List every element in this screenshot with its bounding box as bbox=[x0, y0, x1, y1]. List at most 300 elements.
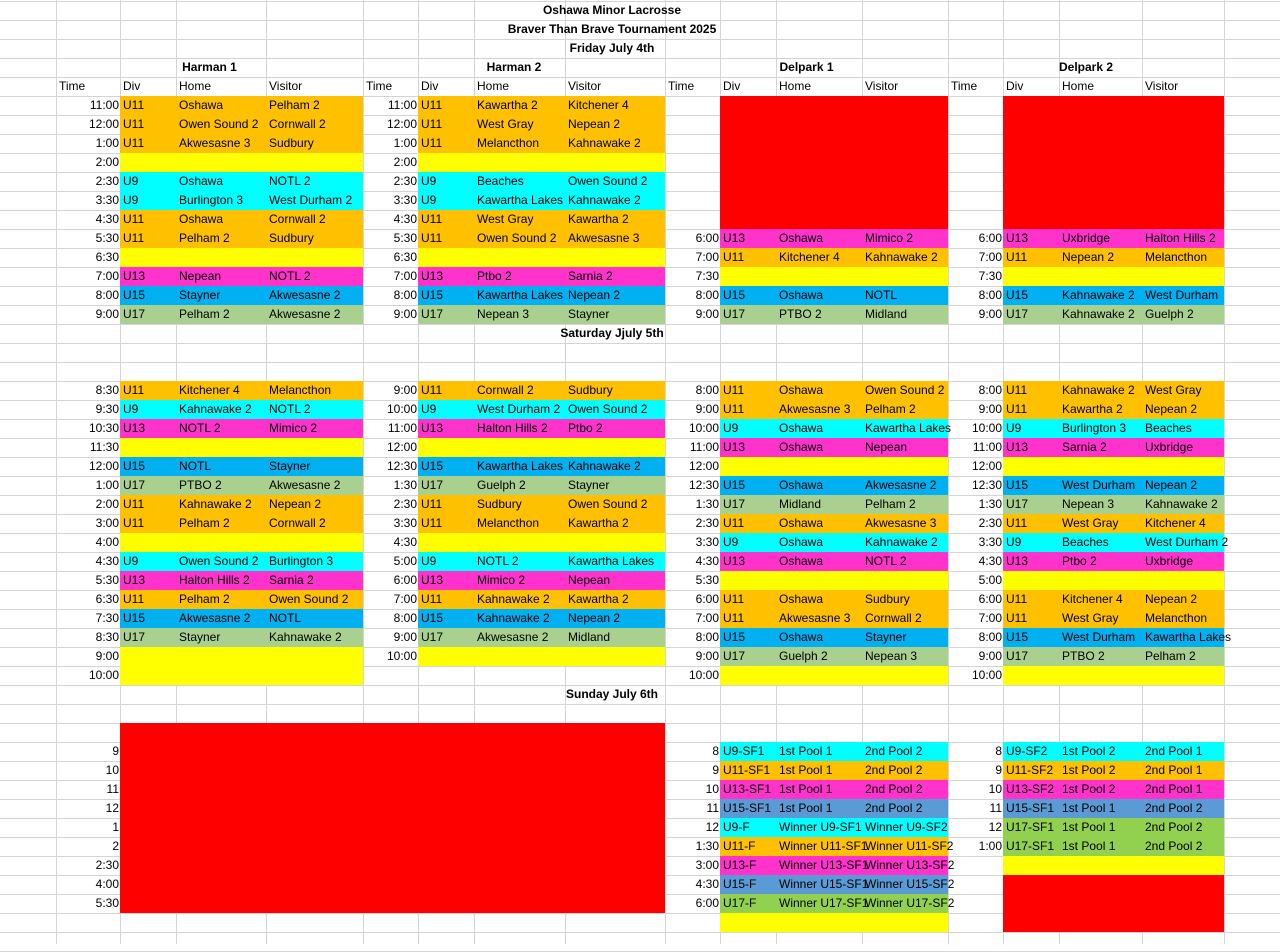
game-division[interactable]: U15 bbox=[1006, 288, 1029, 302]
game-visitor-team[interactable]: Mimico 2 bbox=[865, 231, 914, 245]
game-division[interactable] bbox=[120, 153, 176, 172]
game-home-team[interactable]: NOTL bbox=[179, 459, 212, 473]
game-division[interactable]: U17 bbox=[1006, 497, 1029, 511]
game-time[interactable]: 5:00 bbox=[393, 554, 417, 568]
game-visitor-team[interactable]: Kawartha Lakes bbox=[1145, 630, 1232, 644]
game-division[interactable]: U9 bbox=[723, 421, 739, 435]
game-time[interactable]: 6:00 bbox=[695, 592, 719, 606]
game-visitor-team[interactable]: Kawartha 2 bbox=[568, 212, 629, 226]
game-time[interactable]: 8:00 bbox=[393, 611, 417, 625]
game-home-team[interactable]: Kawartha Lakes bbox=[477, 288, 564, 302]
game-home-team[interactable]: Akwesasne 3 bbox=[779, 402, 851, 416]
game-time[interactable]: 12 bbox=[705, 820, 719, 834]
game-division[interactable]: U11-F bbox=[723, 839, 756, 853]
game-visitor-team[interactable]: Stayner bbox=[865, 630, 907, 644]
game-home-team[interactable]: Ptbo 2 bbox=[477, 269, 512, 283]
game-visitor-team[interactable]: Nepean 2 bbox=[568, 288, 621, 302]
game-division[interactable]: U17 bbox=[723, 307, 746, 321]
game-time[interactable]: 12 bbox=[988, 820, 1002, 834]
game-visitor-team[interactable]: NOTL bbox=[269, 611, 302, 625]
game-division[interactable]: U15 bbox=[123, 459, 146, 473]
game-home-team[interactable]: Oshawa bbox=[779, 554, 824, 568]
game-visitor-team[interactable]: Owen Sound 2 bbox=[568, 497, 648, 511]
game-division[interactable]: U11 bbox=[723, 611, 745, 625]
game-visitor-team[interactable]: Sudbury bbox=[269, 136, 314, 150]
game-home-team[interactable] bbox=[1059, 267, 1142, 286]
game-visitor-team[interactable]: Akwesasne 2 bbox=[269, 478, 341, 492]
game-home-team[interactable]: West Durham bbox=[1062, 478, 1136, 492]
game-time[interactable]: 12:00 bbox=[386, 117, 417, 131]
game-home-team[interactable]: 1st Pool 1 bbox=[779, 744, 833, 758]
game-visitor-team[interactable]: Owen Sound 2 bbox=[865, 383, 945, 397]
game-division[interactable] bbox=[720, 457, 776, 476]
game-home-team[interactable] bbox=[1059, 571, 1142, 590]
game-time[interactable]: 6:30 bbox=[95, 592, 119, 606]
game-division[interactable]: U17 bbox=[421, 307, 444, 321]
game-division[interactable]: U15 bbox=[723, 630, 746, 644]
game-visitor-team[interactable] bbox=[266, 248, 363, 267]
game-division[interactable]: U9-F bbox=[723, 820, 750, 834]
game-time[interactable]: 4:00 bbox=[95, 535, 119, 549]
game-division[interactable]: U11 bbox=[421, 136, 443, 150]
game-visitor-team[interactable]: Pelham 2 bbox=[865, 497, 916, 511]
game-division[interactable]: U13-F bbox=[723, 858, 757, 872]
game-time[interactable]: 9:00 bbox=[978, 307, 1002, 321]
game-time[interactable]: 2:00 bbox=[95, 497, 119, 511]
game-time[interactable]: 3:30 bbox=[393, 516, 417, 530]
game-home-team[interactable]: Oshawa bbox=[779, 383, 824, 397]
game-division[interactable]: U15-SF1 bbox=[723, 801, 772, 815]
game-division[interactable]: U9 bbox=[123, 402, 139, 416]
game-division[interactable]: U11 bbox=[1006, 402, 1028, 416]
game-time[interactable]: 5:30 bbox=[95, 573, 119, 587]
game-division[interactable]: U13 bbox=[1006, 231, 1029, 245]
game-home-team[interactable]: Akwesasne 3 bbox=[779, 611, 851, 625]
game-time[interactable]: 1:00 bbox=[978, 839, 1002, 853]
game-home-team[interactable]: Owen Sound 2 bbox=[179, 117, 259, 131]
game-home-team[interactable] bbox=[1059, 666, 1142, 685]
game-time[interactable]: 3:30 bbox=[978, 535, 1002, 549]
game-home-team[interactable]: Oshawa bbox=[179, 174, 224, 188]
game-time[interactable]: 2:30 bbox=[695, 516, 719, 530]
game-home-team[interactable]: West Gray bbox=[1062, 516, 1119, 530]
game-home-team[interactable] bbox=[176, 647, 266, 666]
game-division[interactable]: U9 bbox=[421, 174, 437, 188]
game-time[interactable]: 4:30 bbox=[95, 212, 119, 226]
game-time[interactable]: 9:00 bbox=[695, 649, 719, 663]
game-time[interactable]: 11:00 bbox=[89, 98, 119, 112]
game-home-team[interactable]: 1st Pool 1 bbox=[779, 782, 833, 796]
game-time[interactable]: 8:30 bbox=[95, 630, 119, 644]
game-visitor-team[interactable]: 2nd Pool 2 bbox=[865, 744, 923, 758]
game-division[interactable]: U15 bbox=[421, 611, 444, 625]
game-visitor-team[interactable]: Mimico 2 bbox=[269, 421, 318, 435]
harman-sunday-time[interactable]: 10 bbox=[105, 763, 119, 777]
game-home-team[interactable]: West Gray bbox=[1062, 611, 1119, 625]
game-home-team[interactable]: Pelham 2 bbox=[179, 307, 230, 321]
game-time[interactable]: 8:00 bbox=[978, 383, 1002, 397]
game-time[interactable]: 11:30 bbox=[89, 440, 119, 454]
game-home-team[interactable]: Melancthon bbox=[477, 516, 540, 530]
game-time[interactable]: 9 bbox=[712, 763, 719, 777]
game-visitor-team[interactable]: Cornwall 2 bbox=[865, 611, 922, 625]
game-division[interactable]: U13 bbox=[421, 573, 444, 587]
game-visitor-team[interactable]: Kitchener 4 bbox=[568, 98, 629, 112]
game-division[interactable]: U15 bbox=[123, 611, 146, 625]
game-visitor-team[interactable] bbox=[266, 666, 363, 685]
game-visitor-team[interactable]: Akwesasne 3 bbox=[568, 231, 640, 245]
game-time[interactable]: 8:00 bbox=[978, 630, 1002, 644]
game-visitor-team[interactable]: Nepean 2 bbox=[269, 497, 322, 511]
game-division[interactable]: U11 bbox=[421, 592, 443, 606]
game-visitor-team[interactable] bbox=[862, 913, 948, 932]
game-time[interactable]: 9 bbox=[995, 763, 1002, 777]
game-home-team[interactable]: Winner U17-SF1 bbox=[779, 896, 869, 910]
game-home-team[interactable]: Kawartha Lakes bbox=[477, 193, 564, 207]
game-home-team[interactable] bbox=[176, 438, 266, 457]
game-home-team[interactable]: Akwesasne 2 bbox=[179, 611, 251, 625]
game-home-team[interactable] bbox=[176, 248, 266, 267]
game-home-team[interactable]: NOTL 2 bbox=[179, 421, 221, 435]
game-time[interactable]: 11:00 bbox=[972, 440, 1002, 454]
game-time[interactable]: 11:00 bbox=[387, 421, 417, 435]
game-time[interactable]: 7:00 bbox=[393, 592, 417, 606]
game-time[interactable]: 4:30 bbox=[95, 554, 119, 568]
game-division[interactable] bbox=[120, 666, 176, 685]
game-home-team[interactable]: Oshawa bbox=[779, 630, 824, 644]
game-home-team[interactable]: 1st Pool 1 bbox=[1062, 801, 1116, 815]
game-division[interactable]: U11 bbox=[1006, 383, 1028, 397]
game-division[interactable]: U9-SF2 bbox=[1006, 744, 1048, 758]
game-visitor-team[interactable]: NOTL bbox=[865, 288, 898, 302]
game-division[interactable] bbox=[418, 153, 474, 172]
game-time[interactable]: 11:00 bbox=[689, 440, 719, 454]
game-visitor-team[interactable]: 2nd Pool 2 bbox=[865, 782, 923, 796]
game-visitor-team[interactable]: Melancthon bbox=[1145, 250, 1208, 264]
game-division[interactable]: U11 bbox=[1006, 250, 1028, 264]
game-time[interactable]: 6:00 bbox=[393, 573, 417, 587]
game-visitor-team[interactable]: Nepean 2 bbox=[1145, 402, 1198, 416]
game-time[interactable]: 12:00 bbox=[88, 459, 119, 473]
game-visitor-team[interactable]: Winner U13-SF2 bbox=[865, 858, 955, 872]
game-home-team[interactable]: Halton Hills 2 bbox=[477, 421, 548, 435]
game-visitor-team[interactable]: Midland bbox=[865, 307, 908, 321]
game-home-team[interactable]: Akwesasne 3 bbox=[179, 136, 251, 150]
game-time[interactable]: 7:00 bbox=[978, 250, 1002, 264]
game-visitor-team[interactable]: Akwesasne 2 bbox=[269, 307, 341, 321]
game-division[interactable] bbox=[120, 438, 176, 457]
game-division[interactable]: U11 bbox=[1006, 611, 1028, 625]
game-home-team[interactable] bbox=[776, 457, 862, 476]
game-division[interactable]: U17-F bbox=[723, 896, 757, 910]
game-time[interactable]: 3:30 bbox=[95, 193, 119, 207]
game-time[interactable]: 10:00 bbox=[688, 668, 719, 682]
game-division[interactable]: U11 bbox=[421, 497, 443, 511]
game-time[interactable]: 2:30 bbox=[95, 174, 119, 188]
game-home-team[interactable] bbox=[474, 153, 565, 172]
game-division[interactable]: U11 bbox=[123, 212, 145, 226]
game-visitor-team[interactable] bbox=[862, 571, 948, 590]
game-home-team[interactable]: Oshawa bbox=[179, 98, 224, 112]
game-time[interactable]: 2:00 bbox=[393, 155, 417, 169]
game-visitor-team[interactable]: Beaches bbox=[1145, 421, 1192, 435]
game-visitor-team[interactable]: Akwesasne 2 bbox=[269, 288, 341, 302]
game-visitor-team[interactable]: Sarnia 2 bbox=[568, 269, 613, 283]
game-home-team[interactable] bbox=[176, 153, 266, 172]
game-division[interactable] bbox=[720, 913, 776, 932]
game-home-team[interactable]: Kawartha 2 bbox=[1062, 402, 1123, 416]
game-time[interactable]: 10:00 bbox=[971, 421, 1002, 435]
game-division[interactable]: U11 bbox=[123, 98, 145, 112]
game-home-team[interactable]: Nepean bbox=[179, 269, 222, 283]
game-visitor-team[interactable]: Uxbridge bbox=[1145, 440, 1194, 454]
game-time[interactable]: 10:00 bbox=[386, 402, 417, 416]
game-visitor-team[interactable] bbox=[862, 666, 948, 685]
game-visitor-team[interactable]: West Durham bbox=[1145, 288, 1219, 302]
game-visitor-team[interactable] bbox=[1142, 666, 1224, 685]
game-home-team[interactable]: Kitchener 4 bbox=[1062, 592, 1123, 606]
harman-sunday-time[interactable]: 2 bbox=[112, 839, 119, 853]
game-division[interactable]: U15 bbox=[723, 288, 746, 302]
game-home-team[interactable]: PTBO 2 bbox=[1062, 649, 1105, 663]
game-home-team[interactable]: Burlington 3 bbox=[179, 193, 244, 207]
game-visitor-team[interactable] bbox=[862, 267, 948, 286]
game-visitor-team[interactable]: Cornwall 2 bbox=[269, 117, 326, 131]
game-visitor-team[interactable] bbox=[266, 533, 363, 552]
game-time[interactable]: 7:00 bbox=[978, 611, 1002, 625]
game-visitor-team[interactable]: Nepean 2 bbox=[1145, 478, 1198, 492]
game-division[interactable]: U13 bbox=[723, 440, 746, 454]
game-division[interactable]: U9 bbox=[421, 554, 437, 568]
game-home-team[interactable]: Uxbridge bbox=[1062, 231, 1111, 245]
game-division[interactable]: U17 bbox=[723, 497, 746, 511]
game-home-team[interactable]: Nepean 3 bbox=[1062, 497, 1115, 511]
game-time[interactable]: 9:00 bbox=[393, 307, 417, 321]
game-home-team[interactable]: Pelham 2 bbox=[179, 592, 230, 606]
game-home-team[interactable]: Halton Hills 2 bbox=[179, 573, 250, 587]
game-visitor-team[interactable]: NOTL 2 bbox=[269, 174, 311, 188]
game-visitor-team[interactable] bbox=[266, 153, 363, 172]
game-visitor-team[interactable]: Kahnawake 2 bbox=[568, 193, 641, 207]
game-time[interactable]: 10:00 bbox=[386, 649, 417, 663]
game-home-team[interactable]: NOTL 2 bbox=[477, 554, 519, 568]
harman-sunday-time[interactable]: 4:00 bbox=[95, 877, 119, 891]
game-division[interactable]: U17 bbox=[421, 478, 444, 492]
game-home-team[interactable]: Burlington 3 bbox=[1062, 421, 1127, 435]
game-division[interactable]: U15 bbox=[421, 288, 444, 302]
game-time[interactable]: 11:00 bbox=[387, 98, 417, 112]
game-time[interactable]: 2:30 bbox=[978, 516, 1002, 530]
game-time[interactable]: 1:30 bbox=[978, 497, 1002, 511]
game-visitor-team[interactable]: Nepean 3 bbox=[865, 649, 918, 663]
game-time[interactable]: 12:30 bbox=[971, 478, 1002, 492]
game-visitor-team[interactable]: Kahnawake 2 bbox=[269, 630, 342, 644]
harman-sunday-time[interactable]: 9 bbox=[112, 744, 119, 758]
game-time[interactable]: 8:00 bbox=[95, 288, 119, 302]
game-time[interactable]: 8:30 bbox=[95, 383, 119, 397]
game-home-team[interactable]: Stayner bbox=[179, 288, 221, 302]
game-division[interactable]: U9 bbox=[123, 554, 139, 568]
game-home-team[interactable]: Melancthon bbox=[477, 136, 540, 150]
game-visitor-team[interactable]: Pelham 2 bbox=[1145, 649, 1196, 663]
game-home-team[interactable]: Winner U9-SF1 bbox=[779, 820, 862, 834]
game-visitor-team[interactable]: Guelph 2 bbox=[1145, 307, 1194, 321]
game-time[interactable]: 6:30 bbox=[393, 250, 417, 264]
game-home-team[interactable]: 1st Pool 1 bbox=[1062, 820, 1116, 834]
game-time[interactable]: 8 bbox=[712, 744, 719, 758]
game-visitor-team[interactable]: West Durham 2 bbox=[269, 193, 353, 207]
game-time[interactable]: 11 bbox=[989, 801, 1002, 815]
game-time[interactable]: 7:00 bbox=[95, 269, 119, 283]
game-division[interactable]: U17-SF1 bbox=[1006, 839, 1055, 853]
game-home-team[interactable]: 1st Pool 2 bbox=[1062, 744, 1116, 758]
game-division[interactable] bbox=[418, 248, 474, 267]
game-visitor-team[interactable] bbox=[1142, 856, 1224, 875]
game-home-team[interactable]: Kitchener 4 bbox=[779, 250, 840, 264]
game-home-team[interactable]: Oshawa bbox=[179, 212, 224, 226]
game-home-team[interactable]: Kawartha Lakes bbox=[477, 459, 564, 473]
game-division[interactable] bbox=[120, 533, 176, 552]
game-visitor-team[interactable]: West Gray bbox=[1145, 383, 1202, 397]
game-division[interactable]: U13 bbox=[723, 231, 746, 245]
game-visitor-team[interactable]: Uxbridge bbox=[1145, 554, 1194, 568]
game-visitor-team[interactable]: Sudbury bbox=[269, 231, 314, 245]
game-time[interactable]: 7:30 bbox=[978, 269, 1002, 283]
game-home-team[interactable]: Winner U15-SF1 bbox=[779, 877, 869, 891]
game-visitor-team[interactable] bbox=[266, 438, 363, 457]
game-division[interactable]: U11 bbox=[1006, 516, 1028, 530]
game-home-team[interactable]: Kahnawake 2 bbox=[1062, 307, 1135, 321]
game-division[interactable]: U13-SF1 bbox=[723, 782, 772, 796]
game-home-team[interactable]: Oshawa bbox=[779, 288, 824, 302]
game-division[interactable]: U17 bbox=[723, 649, 746, 663]
game-visitor-team[interactable]: Stayner bbox=[269, 459, 311, 473]
game-home-team[interactable]: West Durham bbox=[1062, 630, 1136, 644]
game-home-team[interactable] bbox=[1059, 856, 1142, 875]
game-visitor-team[interactable]: Winner U11-SF2 bbox=[865, 839, 954, 853]
game-home-team[interactable] bbox=[176, 533, 266, 552]
game-visitor-team[interactable]: Kawartha Lakes bbox=[865, 421, 952, 435]
game-division[interactable]: U11 bbox=[421, 98, 443, 112]
game-division[interactable]: U13 bbox=[1006, 554, 1029, 568]
game-visitor-team[interactable]: Sarnia 2 bbox=[269, 573, 314, 587]
game-home-team[interactable]: West Gray bbox=[477, 212, 534, 226]
game-home-team[interactable]: Oshawa bbox=[779, 231, 824, 245]
game-visitor-team[interactable]: Nepean 2 bbox=[568, 117, 621, 131]
game-home-team[interactable]: 1st Pool 1 bbox=[779, 763, 833, 777]
game-time[interactable]: 2:30 bbox=[393, 174, 417, 188]
game-division[interactable] bbox=[720, 267, 776, 286]
game-division[interactable]: U17 bbox=[123, 478, 146, 492]
game-home-team[interactable]: Kitchener 4 bbox=[179, 383, 240, 397]
game-division[interactable]: U9-SF1 bbox=[723, 744, 765, 758]
game-division[interactable]: U17 bbox=[1006, 307, 1029, 321]
game-time[interactable]: 12:00 bbox=[688, 459, 719, 473]
game-division[interactable]: U9 bbox=[1006, 535, 1022, 549]
game-division[interactable] bbox=[1003, 457, 1059, 476]
game-time[interactable]: 1:00 bbox=[393, 136, 417, 150]
game-home-team[interactable]: Guelph 2 bbox=[779, 649, 828, 663]
game-visitor-team[interactable] bbox=[565, 647, 665, 666]
game-division[interactable]: U15 bbox=[421, 459, 444, 473]
game-visitor-team[interactable] bbox=[1142, 571, 1224, 590]
game-division[interactable]: U11 bbox=[723, 592, 745, 606]
game-home-team[interactable] bbox=[474, 438, 565, 457]
game-home-team[interactable]: Sarnia 2 bbox=[1062, 440, 1107, 454]
game-home-team[interactable]: Cornwall 2 bbox=[477, 383, 534, 397]
game-home-team[interactable]: 1st Pool 1 bbox=[779, 801, 833, 815]
game-home-team[interactable]: Stayner bbox=[179, 630, 221, 644]
game-time[interactable]: 10:00 bbox=[88, 668, 119, 682]
game-division[interactable]: U11 bbox=[1006, 592, 1028, 606]
game-visitor-team[interactable]: Kawartha Lakes bbox=[568, 554, 655, 568]
game-time[interactable] bbox=[948, 856, 1003, 875]
game-visitor-team[interactable]: Midland bbox=[568, 630, 611, 644]
game-home-team[interactable] bbox=[776, 913, 862, 932]
game-division[interactable]: U9 bbox=[421, 402, 437, 416]
game-time[interactable]: 9:00 bbox=[393, 383, 417, 397]
game-time[interactable]: 3:30 bbox=[393, 193, 417, 207]
game-division[interactable]: U11-SF1 bbox=[723, 763, 771, 777]
game-home-team[interactable] bbox=[474, 248, 565, 267]
game-division[interactable]: U13 bbox=[421, 421, 444, 435]
game-division[interactable] bbox=[418, 438, 474, 457]
game-visitor-team[interactable]: Sudbury bbox=[865, 592, 910, 606]
game-division[interactable]: U11 bbox=[123, 383, 145, 397]
game-home-team[interactable]: Pelham 2 bbox=[179, 231, 230, 245]
game-time[interactable]: 5:30 bbox=[695, 573, 719, 587]
game-time[interactable]: 6:00 bbox=[695, 896, 719, 910]
game-time[interactable]: 3:00 bbox=[95, 516, 119, 530]
game-division[interactable]: U17 bbox=[123, 307, 146, 321]
game-division[interactable]: U11 bbox=[123, 136, 145, 150]
game-visitor-team[interactable] bbox=[565, 533, 665, 552]
game-division[interactable]: U15 bbox=[123, 288, 146, 302]
game-home-team[interactable] bbox=[474, 666, 565, 685]
game-home-team[interactable]: Nepean 3 bbox=[477, 307, 530, 321]
game-division[interactable]: U13 bbox=[123, 269, 146, 283]
game-time[interactable]: 8:00 bbox=[695, 630, 719, 644]
game-visitor-team[interactable]: NOTL 2 bbox=[269, 402, 311, 416]
game-home-team[interactable]: Oshawa bbox=[779, 516, 824, 530]
game-time[interactable] bbox=[363, 666, 418, 685]
game-time[interactable]: 12:00 bbox=[88, 117, 119, 131]
game-division[interactable]: U11 bbox=[421, 516, 443, 530]
game-time[interactable]: 2:00 bbox=[95, 155, 119, 169]
game-time[interactable]: 9:00 bbox=[95, 649, 119, 663]
game-division[interactable]: U17 bbox=[1006, 649, 1029, 663]
game-home-team[interactable]: Beaches bbox=[1062, 535, 1109, 549]
game-visitor-team[interactable]: Kahnawake 2 bbox=[568, 136, 641, 150]
game-home-team[interactable]: 1st Pool 2 bbox=[1062, 763, 1116, 777]
game-time[interactable]: 8:00 bbox=[695, 383, 719, 397]
game-time[interactable]: 5:30 bbox=[95, 231, 119, 245]
game-division[interactable]: U11 bbox=[123, 117, 145, 131]
game-division[interactable] bbox=[120, 647, 176, 666]
game-home-team[interactable]: Oshawa bbox=[779, 421, 824, 435]
game-division[interactable]: U11 bbox=[723, 516, 745, 530]
game-visitor-team[interactable]: Kahnawake 2 bbox=[865, 250, 938, 264]
game-time[interactable]: 1:00 bbox=[95, 478, 119, 492]
game-home-team[interactable]: Guelph 2 bbox=[477, 478, 526, 492]
game-time[interactable]: 7:30 bbox=[95, 611, 119, 625]
game-division[interactable]: U15-F bbox=[723, 877, 757, 891]
game-division[interactable] bbox=[120, 248, 176, 267]
game-visitor-team[interactable] bbox=[565, 666, 665, 685]
game-time[interactable]: 6:00 bbox=[695, 231, 719, 245]
game-visitor-team[interactable]: Nepean 2 bbox=[1145, 592, 1198, 606]
game-division[interactable]: U11 bbox=[723, 250, 745, 264]
